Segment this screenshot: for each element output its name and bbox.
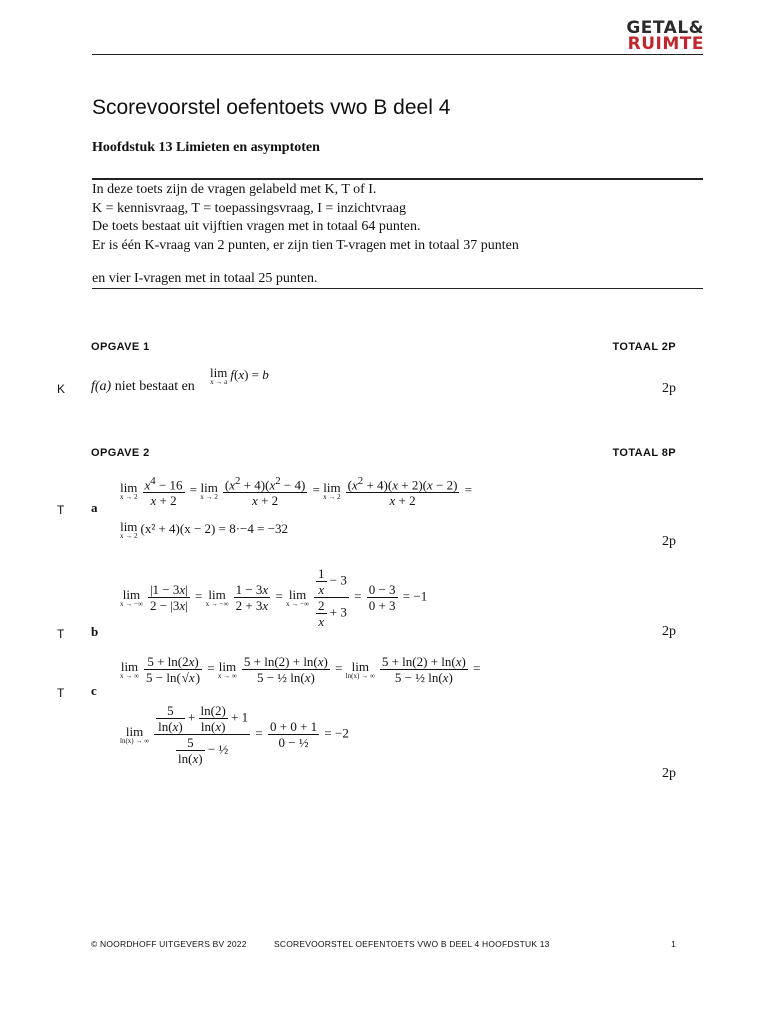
limit-formula-1: lim x → a f(x) = b — [210, 365, 269, 386]
page-title: Scorevoorstel oefentoets vwo B deel 4 — [92, 96, 451, 119]
chapter-heading: Hoofdstuk 13 Limieten en asymptoten — [92, 140, 320, 155]
footer-document-title: SCOREVOORSTEL OEFENTOETS VWO B DEEL 4 HOOFDSTUK 13 — [274, 939, 550, 949]
subquestion-letter: c — [91, 683, 97, 698]
logo-line-1: GETAL& — [626, 18, 704, 38]
question-category: K — [57, 382, 66, 396]
intro-line: Er is één K-vraag van 2 punten, er zijn tien T-vragen met in totaal 37 punten — [92, 237, 519, 253]
points-label: 2p — [662, 766, 676, 781]
formula-2c-line-1: lim x → ∞ $\frac{5 + \ln(2x)}{5 - \ln(√x)}$ = lim x → ∞ $\frac{5 + \ln(2) + \ln(x)}{\text{5 − ½ ln(x)}}$ = lim ln(x) → ∞ $\frac{5 + \ln(2) + \ln(x)}{\text{5 − ½ ln(x)}}$ = — [120, 654, 481, 685]
opgave-1-total: TOTAAL 2P — [612, 341, 676, 353]
footer-copyright: © NOORDHOFF UITGEVERS BV 2022 — [91, 939, 247, 949]
logo-line-2: RUIMTE — [627, 34, 704, 54]
formula-2a-result: (x² + 4)(x − 2) = 8·−4 = −32 — [140, 520, 289, 536]
intro-bottom-rule — [92, 288, 703, 289]
header-divider — [92, 54, 703, 55]
intro-block — [92, 181, 519, 255]
opgave-2-total: TOTAAL 8P — [612, 447, 676, 459]
intro-line: en vier I-vragen met in totaal 25 punten. — [92, 271, 318, 286]
subquestion-letter: b — [91, 624, 99, 639]
opgave-2-heading: OPGAVE 2 — [91, 447, 150, 459]
points-label: 2p — [662, 381, 676, 396]
opgave-1-answer — [91, 379, 195, 395]
formula-2c-line-2: lim ln(x) → ∞ $\frac{5}{\ln(x)}$ + $\frac{\ln(2)}{\ln(x)}$ + 1 $\frac{5}{\ln(x)}$ − ½ = $\frac{0 + 0 + 1}{\text{0 − ½}}$ = −2 — [120, 703, 349, 766]
points-label: 2p — [662, 534, 676, 549]
intro-line: De toets bestaat uit vijftien vragen met in totaal 64 punten. — [92, 219, 421, 234]
function-value: f(a) — [91, 379, 112, 394]
intro-top-rule — [92, 178, 703, 180]
footer-page-number: 1 — [671, 939, 676, 949]
opgave-1-heading: OPGAVE 1 — [91, 341, 150, 353]
question-category: T — [57, 503, 65, 517]
intro-line: In deze toets zijn de vragen gelabeld met K, T of I. — [92, 182, 377, 197]
publisher-logo — [626, 20, 704, 52]
formula-2a-line-1: lim x → 2 $\frac{x^4 - 16}{x + 2}$ = lim x → 2 $\frac{(x^2 + 4)(x^2 - 4)}{x + 2}$ = lim x → 2 $\frac{(x^2 + 4)(x + 2)(x - 2)}{x + 2}$ = — [120, 475, 473, 509]
formula-2b: lim x → −∞ $\frac{|1 - 3x|}{2 - |3x|}$ = lim x → −∞ $\frac{1 - 3x}{2 + 3x}$ = lim x → −∞ $\frac{1}{x}$ − 3 $\frac{2}{x}$ + 3 = $\frac{0 - 3}{0 + 3}$ = −1 — [120, 566, 428, 629]
question-category: T — [57, 686, 65, 700]
answer-text: niet bestaat en — [111, 379, 195, 394]
intro-line: K = kennisvraag, T = toepassingsvraag, I = inzichtvraag — [92, 200, 406, 216]
points-label: 2p — [662, 624, 676, 639]
question-category: T — [57, 627, 65, 641]
subquestion-letter: a — [91, 500, 98, 515]
formula-2a-line-2: lim x → 2 (x² + 4)(x − 2) = 8·−4 = −32 — [120, 519, 289, 540]
